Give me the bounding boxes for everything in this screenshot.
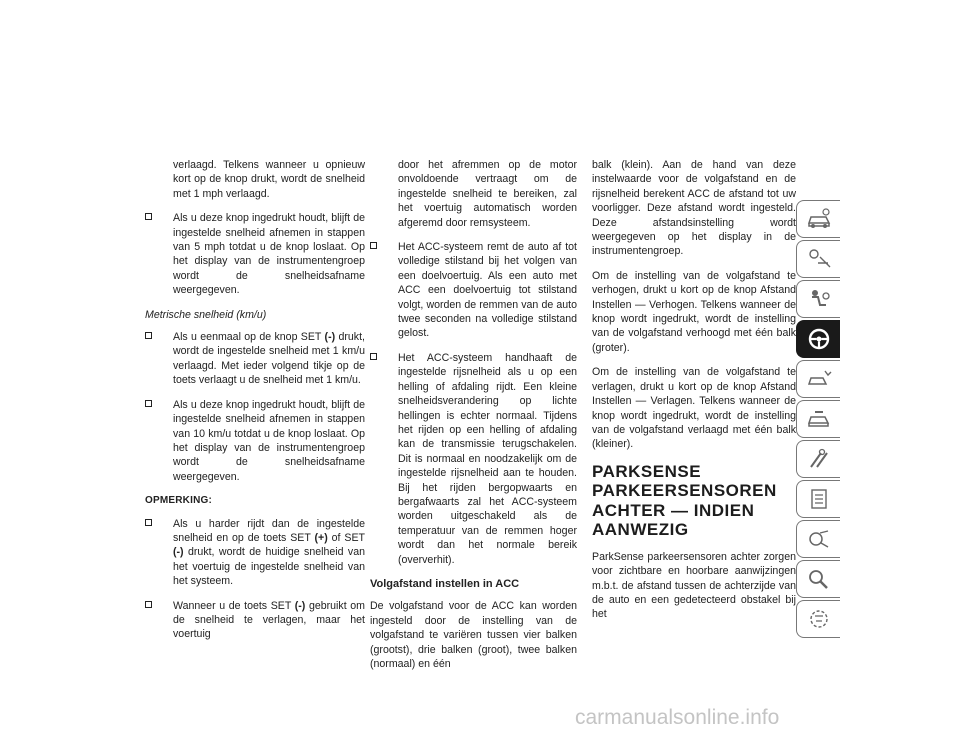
bullet-item: Als u harder rijdt dan de ingestelde snelheid en op de toets SET (+) of SET (-) drukt, wordt de huidige snelheid van het voertuig de ingestelde snelheid van het systeem. xyxy=(145,517,365,589)
checklist-icon xyxy=(806,487,832,511)
bullet-square-icon xyxy=(145,332,152,339)
bullet-item: Als u deze knop ingedrukt houdt, blijft de ingestelde snelheid afnemen in stappen van 5 mph totdat u de knop loslaat. Op het display van de instrumentengroep wordt de snelheidsafname weergegeven. xyxy=(145,211,365,297)
paragraph: verlaagd. Telkens wanneer u opnieuw kort op de knop drukt, wordt de snelheid met 1 mph verlaagd. xyxy=(173,159,365,200)
bullet-item: Het ACC-systeem remt de auto af tot volledige stilstand bij het volgen van een doelvoertuig. Als een auto met ACC een doelvoertuig tot stilstand volgt, worden de remmen van de auto twee seconden na volledige stilstand gelost. xyxy=(370,240,577,341)
bullet-square-icon xyxy=(145,601,152,608)
tab-dashboard-lights[interactable] xyxy=(796,240,840,278)
paragraph: door het afremmen op de motor onvoldoende vertraagt om de ingestelde snelheid te bereiken, zal het voertuig automatisch worden afgeremd door remsysteem. xyxy=(398,159,577,229)
tab-service[interactable] xyxy=(796,400,840,438)
search-index-icon xyxy=(806,567,832,591)
column-1 xyxy=(145,158,365,652)
paragraph: Om de instelling van de volgafstand te verlagen, drukt u kort op de knop Afstand Instellen — Verlagen. Telkens wanneer de knop wordt ingedrukt, wordt de instelling van de volgafstand verlaagd met één balk (kleiner). xyxy=(592,366,796,451)
tab-specifications[interactable] xyxy=(796,520,840,558)
bullet-square-icon xyxy=(145,400,152,407)
bullet-square-icon xyxy=(370,242,377,249)
column-2 xyxy=(370,158,577,681)
bullet-item: Als u eenmaal op de knop SET (-) drukt, wordt de ingestelde snelheid met 1 km/u verlaagd. Met ieder volgend tikje op de toets verlaagt u de snelheid met 1 km/u. xyxy=(145,330,365,388)
tab-checklist[interactable] xyxy=(796,480,840,518)
car-info-icon xyxy=(806,207,832,231)
section-heading: Volgafstand instellen in ACC xyxy=(370,577,520,590)
paragraph: balk (klein). Aan de hand van deze instelwaarde voor de volgafstand en de rijsnelheid berekent ACC de afstand tot uw voorligger. Deze afstand wordt ingesteld. Deze afstandsinstelling wordt weergegeven op het display in de instrumentengroep. xyxy=(592,159,796,258)
tab-car-info[interactable] xyxy=(796,200,840,238)
tab-maintenance[interactable] xyxy=(796,440,840,478)
bullet-item: Het ACC-systeem handhaaft de ingestelde rijsnelheid als u op een helling of afdaling rijdt. Een kleine snelheidsverandering op lichte hellingen is echter normaal. Tijdens het rijden op een helling of afdaling kan de transmissie terugschakelen. Dit is normaal en noodzakelijk om de ingestelde rijsnelheid aan te houden. Bij het rijden bergopwaarts en bergafwaarts zal het ACC-systeem worden uitgeschakeld als de temperatuur van de remmen hoger wordt dan het normale bereik (oververhit). xyxy=(370,351,577,567)
watermark: carmanualsonline.info xyxy=(575,706,780,729)
tab-starting-driving[interactable] xyxy=(796,320,840,358)
tab-emergency[interactable] xyxy=(796,360,840,398)
note-label: OPMERKING: xyxy=(145,495,212,507)
tab-language[interactable] xyxy=(796,600,840,638)
bullet-square-icon xyxy=(145,519,152,526)
language-icon xyxy=(806,607,832,631)
paragraph: Om de instelling van de volgafstand te verhogen, drukt u kort op de knop Afstand Instellen — Verhogen. Telkens wanneer de knop wordt ingedrukt, wordt de instelling van de volgafstand verhoogd met één balk (groter). xyxy=(592,269,796,354)
subheading-metric: Metrische snelheid (km/u) xyxy=(145,308,267,321)
specifications-icon xyxy=(806,527,832,551)
tab-index[interactable] xyxy=(796,560,840,598)
tools-icon xyxy=(806,447,832,471)
bullet-square-icon xyxy=(370,353,377,360)
bullet-square-icon xyxy=(145,213,152,220)
column-3 xyxy=(592,158,796,632)
chapter-heading: PARKSENSE PARKEERSENSOREN ACHTER — INDIEN AANWEZIG xyxy=(592,461,777,540)
paragraph: ParkSense parkeersensoren achter zorgen voor zichtbare en hoorbare aanwijzingen m.b.t. de afstand tussen de achterzijde van de auto en een gedetecteerd obstakel bij het xyxy=(592,550,796,621)
bullet-item: Wanneer u de toets SET (-) gebruikt om de snelheid te verlagen, maar het voertuig xyxy=(145,599,365,642)
dashboard-lights-icon xyxy=(806,247,832,271)
tab-airbag-safety[interactable] xyxy=(796,280,840,318)
car-crash-icon xyxy=(806,367,832,391)
car-service-icon xyxy=(806,407,832,431)
airbag-safety-icon xyxy=(806,287,832,311)
paragraph: De volgafstand voor de ACC kan worden ingesteld door de instelling van de volgafstand te variëren tussen vier balken (grootst), drie balken (groot), twee balken (normaal) en één xyxy=(370,600,577,670)
bullet-item: Als u deze knop ingedrukt houdt, blijft de ingestelde snelheid afnemen in stappen van 10 km/u totdat u de knop loslaat. Op het display van de instrumentengroep wordt de snelheidsafname weergegeven. xyxy=(145,398,365,484)
steering-wheel-icon xyxy=(806,327,832,351)
